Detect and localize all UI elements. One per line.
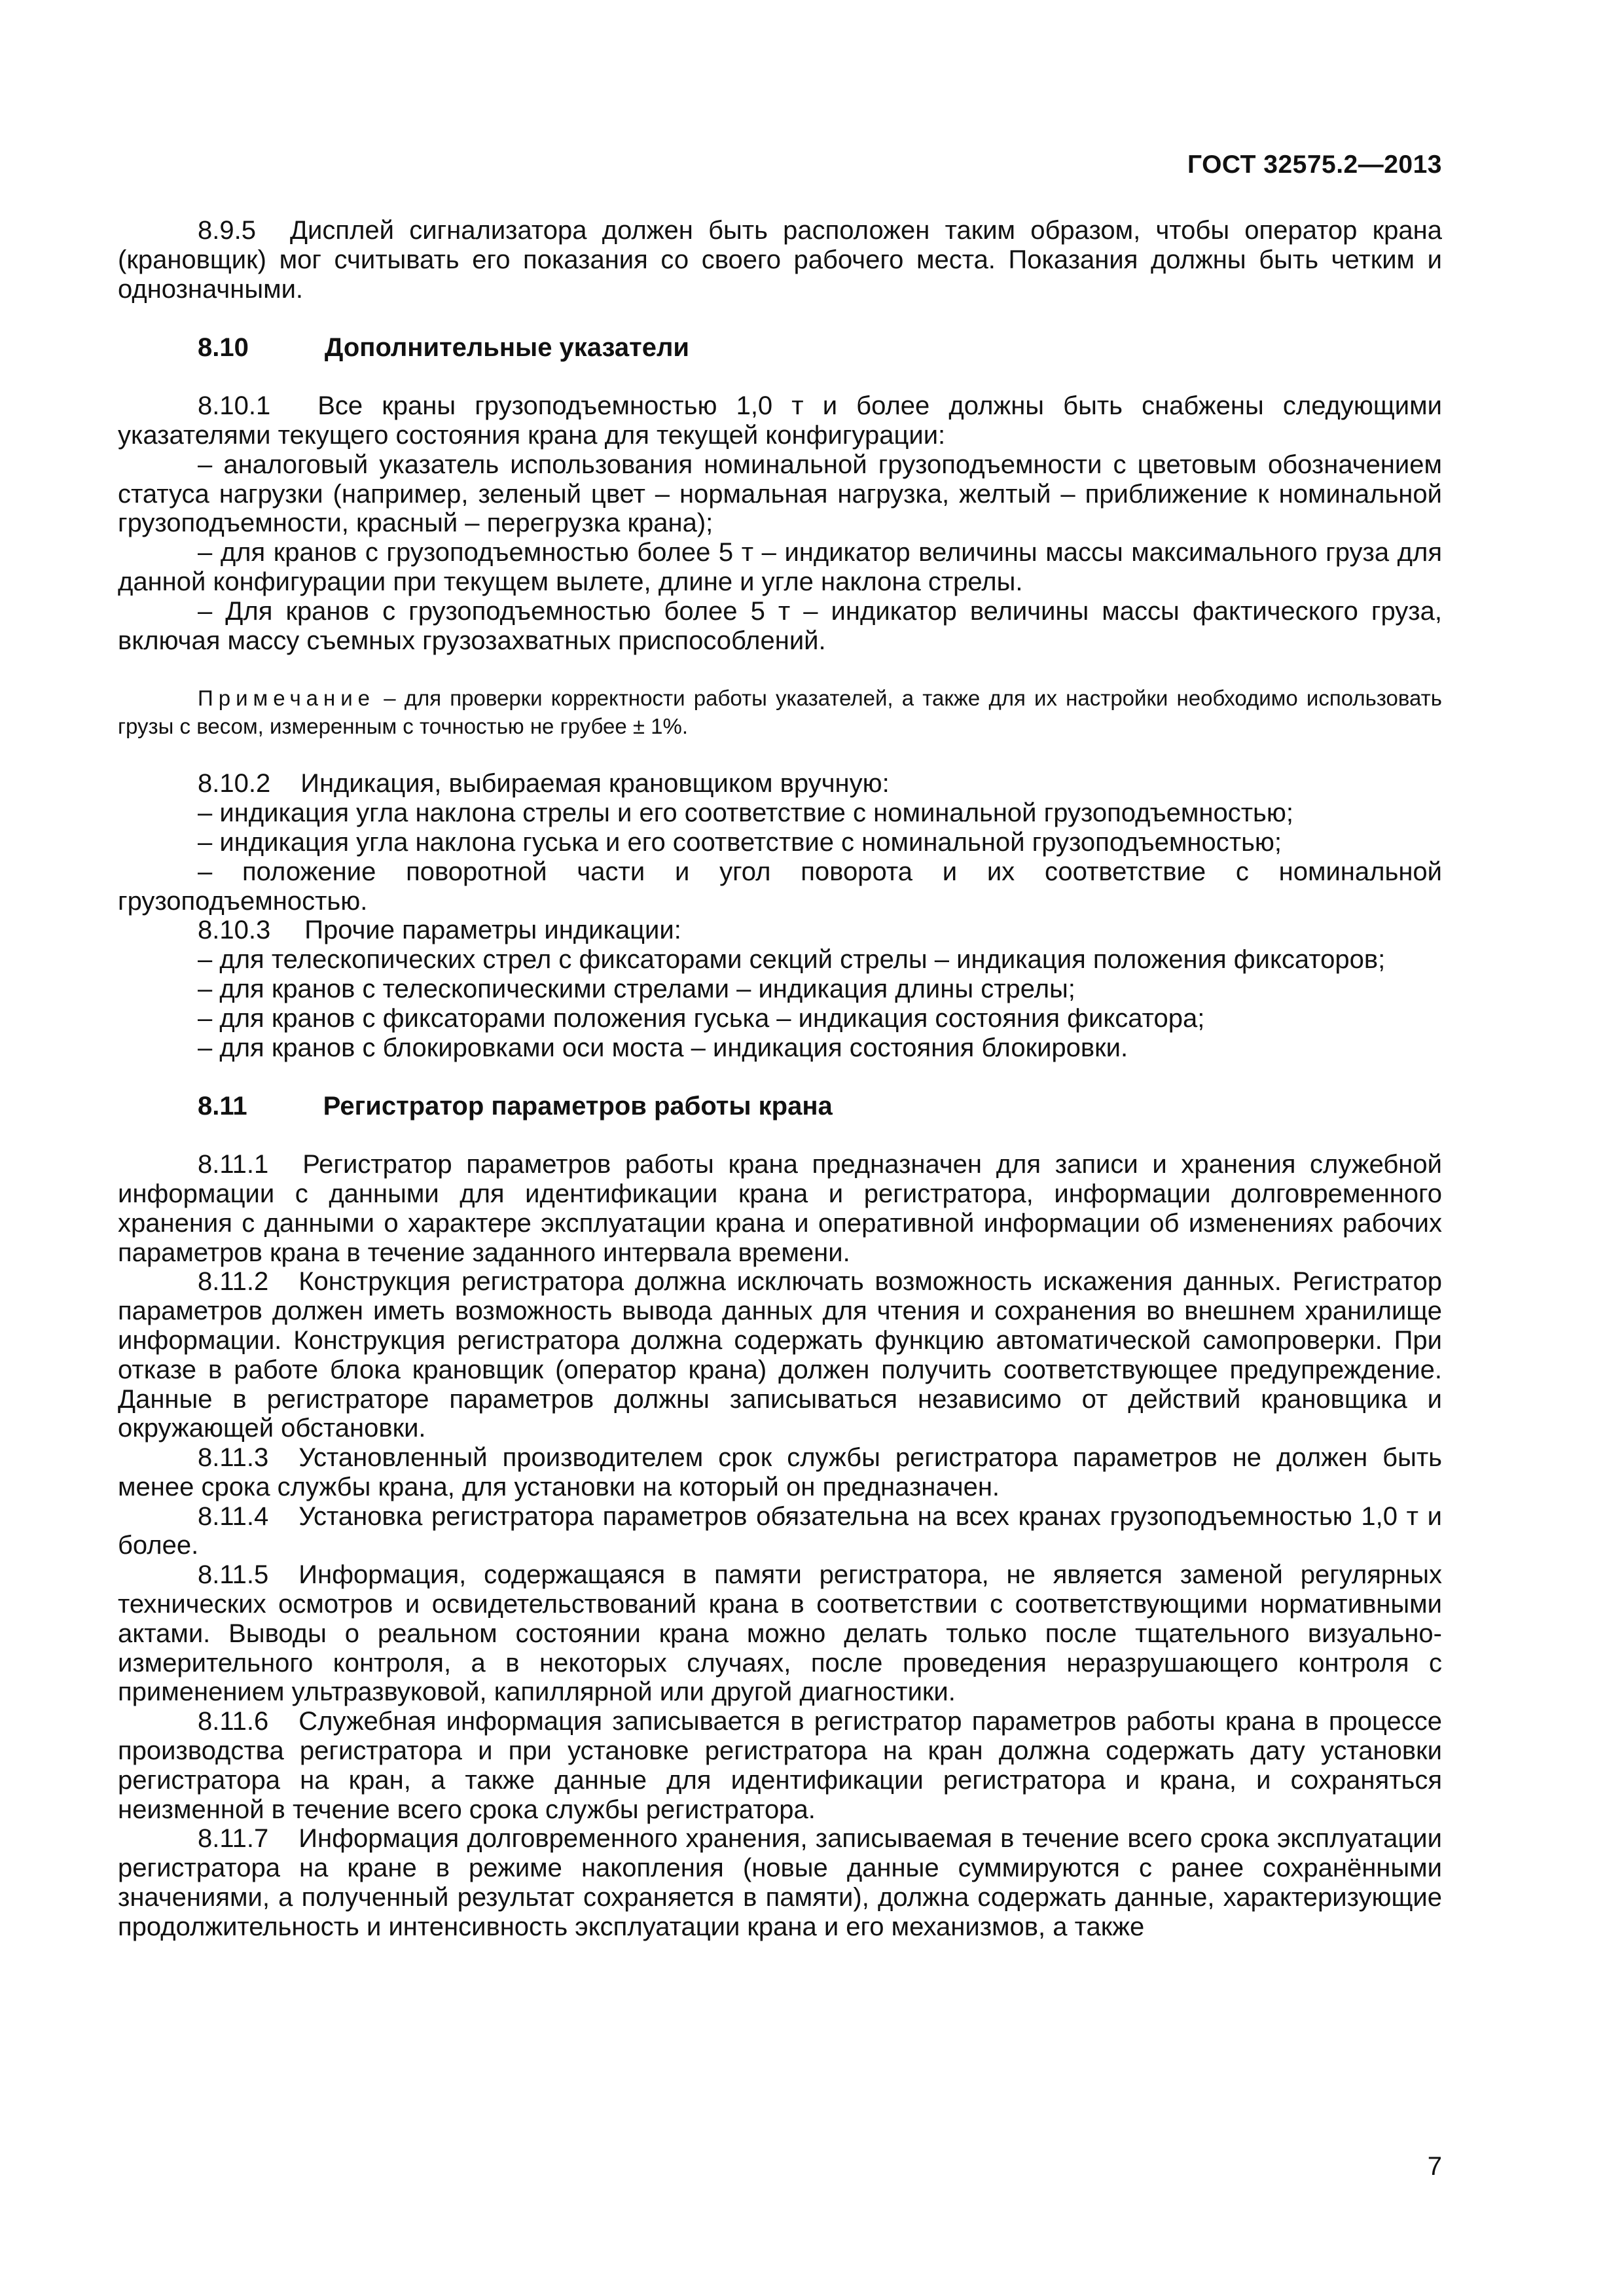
clause-text: Индикация, выбираемая крановщиком вручную:	[300, 769, 890, 798]
list-item: – для кранов с блокировками оси моста – индикация состояния блокировки.	[198, 1033, 1128, 1062]
page-number: 7	[1427, 2152, 1442, 2181]
clause-text: Все краны грузоподъемностью 1,0 т и более должны быть снабжены следующими указателями текущего состояния крана для текущей конфигурации:	[118, 391, 1442, 450]
list-item: – для кранов с телескопическими стрелами – индикация длины стрелы;	[198, 974, 1075, 1003]
clause-text: Прочие параметры индикации:	[304, 916, 681, 945]
clause-number: 8.11.7	[198, 1824, 269, 1854]
clause-text: Регистратор параметров работы крана предназначен для записи и хранения служебной информации с данными для идентификации крана и регистратора, информации долговременного хранения с данными о характере эксплуатации крана и оперативной информации об изменениях рабочих параметров крана в течение заданного интервала времени.	[118, 1150, 1442, 1267]
note-label: Примечание	[198, 686, 376, 711]
clause-8-9-5	[118, 216, 1442, 304]
clause-8-11-4	[118, 1502, 1442, 1561]
clause-8-10-1	[118, 391, 1442, 450]
clause-8-10-3	[118, 916, 1442, 945]
clause-8-11-2	[118, 1267, 1442, 1443]
clause-number: 8.11.4	[198, 1501, 269, 1531]
clause-text: Дисплей сигнализатора должен быть расположен таким образом, чтобы оператор крана (крановщик) мог считывать его показания со своего рабочего места. Показания должны быть четким и однозначными.	[118, 216, 1442, 304]
clause-text: Служебная информация записывается в регистратор параметров работы крана в процессе производства регистратора и при установке регистратора на кран должна содержать дату установки регистратора на кран, а также данные для идентификации регистратора и крана, и сохраняться неизменной в течение всего срока службы регистратора.	[118, 1707, 1442, 1824]
clause-8-11-1	[118, 1150, 1442, 1267]
clause-8-11-6	[118, 1707, 1442, 1824]
section-number: 8.11	[198, 1092, 247, 1121]
list-item: – аналоговый указатель использования номинальной грузоподъемности с цветовым обозначением статуса нагрузки (например, зеленый цвет – нормальная нагрузка, желтый – приближение к номинальной грузоподъемности, красный – перегрузка крана);	[118, 450, 1442, 538]
list-item: – индикация угла наклона стрелы и его соответствие с номинальной грузоподъемностью;	[198, 798, 1293, 828]
clause-8-11-7	[118, 1824, 1442, 1941]
list-item: – для кранов с фиксаторами положения гуська – индикация состояния фиксатора;	[198, 1003, 1205, 1033]
list-item: – Для кранов с грузоподъемностью более 5 т – индикатор величины массы фактического груза, включая массу съемных грузозахватных приспособлений.	[118, 596, 1442, 655]
clause-number: 8.11.5	[198, 1560, 269, 1590]
section-title: Дополнительные указатели	[324, 333, 689, 363]
list-item: – индикация угла наклона гуська и его соответствие с номинальной грузоподъемностью;	[198, 827, 1282, 857]
clause-number: 8.9.5	[198, 216, 256, 245]
clause-number: 8.11.6	[198, 1707, 269, 1736]
clause-8-10-2	[118, 769, 1442, 798]
clause-8-11-3	[118, 1443, 1442, 1502]
note-text: – для проверки корректности работы указателей, а также для их настройки необходимо использовать грузы с весом, измеренным с точностью не грубее ± 1%.	[118, 686, 1442, 739]
clause-number: 8.10.3	[198, 916, 271, 945]
clause-number: 8.10.1	[198, 391, 271, 421]
section-title: Регистратор параметров работы крана	[323, 1092, 833, 1121]
clause-text: Информация, содержащаяся в памяти регистратора, не является заменой регулярных технических осмотров и освидетельствований крана в соответствии с соответствующими нормативными актами. Выводы о реальном состоянии крана можно делать только после тщательного визуально-измерительного контроля, а в некоторых случаях, после проведения неразрушающего контроля с применением ультразвуковой, капиллярной или другой диагностики.	[118, 1560, 1442, 1707]
list-item: – для телескопических стрел с фиксаторами секций стрелы – индикация положения фиксаторов;	[198, 945, 1386, 975]
clause-number: 8.10.2	[198, 769, 271, 798]
clause-text: Конструкция регистратора должна исключать возможность искажения данных. Регистратор параметров должен иметь возможность вывода данных для чтения и сохранения во внешнем хранилище информации. Конструкция регистратора должна содержать функцию автоматической самопроверки. При отказе в работе блока крановщик (оператор крана) должен получить соответствующее предупреждение. Данные в регистраторе параметров должны записываться независимо от действий крановщика и окружающей обстановки.	[118, 1267, 1442, 1443]
section-heading-8-10	[118, 333, 1442, 363]
clause-number: 8.11.2	[198, 1267, 269, 1297]
list-item: – положение поворотной части и угол поворота и их соответствие с номинальной грузоподъемностью.	[118, 857, 1442, 916]
clause-number: 8.11.3	[198, 1443, 269, 1473]
clause-number: 8.11.1	[198, 1150, 269, 1179]
note	[118, 684, 1442, 740]
clause-8-11-5	[118, 1560, 1442, 1707]
list-item: – для кранов с грузоподъемностью более 5 т – индикатор величины массы максимального груза для данной конфигурации при текущем вылете, длине и угле наклона стрелы.	[118, 538, 1442, 596]
clause-text: Информация долговременного хранения, записываемая в течение всего срока эксплуатации регистратора на кране в режиме накопления (новые данные суммируются с ранее сохранёнными значениями, а полученный результат сохраняется в памяти), должна содержать данные, характеризующие продолжительность и интенсивность эксплуатации крана и его механизмов, а также	[118, 1824, 1442, 1941]
clause-text: Установка регистратора параметров обязательна на всех кранах грузоподъемностью 1,0 т и более.	[118, 1501, 1442, 1560]
section-number: 8.10	[198, 333, 249, 363]
document-body	[118, 216, 1442, 1942]
section-heading-8-11	[118, 1092, 1442, 1121]
document-header: ГОСТ 32575.2—2013	[1187, 151, 1442, 179]
clause-text: Установленный производителем срок службы регистратора параметров не должен быть менее срока службы крана, для установки на который он предназначен.	[118, 1443, 1442, 1501]
